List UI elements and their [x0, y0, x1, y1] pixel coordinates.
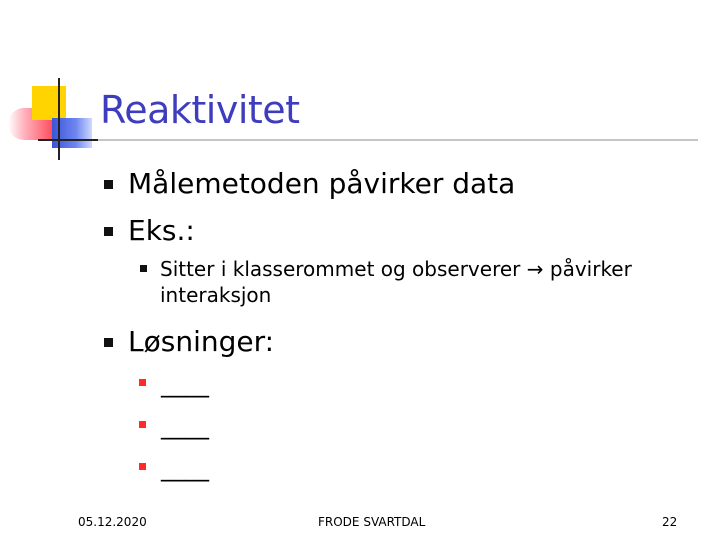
- logo-horizontal-line: [38, 139, 98, 141]
- bullet-marker: [104, 227, 113, 236]
- blank-line: ____: [161, 454, 209, 482]
- logo-vertical-line: [58, 78, 60, 160]
- sub-bullet-text-part2: påvirker interaksjon: [160, 257, 632, 307]
- bullet-text: Eks.:: [128, 214, 195, 247]
- sub-bullet-text: [160, 256, 680, 308]
- sub-bullet-text-part1: Sitter i klasserommet og observerer: [160, 257, 521, 281]
- red-bullet-marker: [139, 463, 146, 470]
- sub-bullet-marker: [140, 265, 147, 272]
- red-bullet-marker: [139, 421, 146, 428]
- title-underline: [98, 139, 698, 141]
- bullet-marker: [104, 338, 113, 347]
- blank-line: ____: [161, 370, 209, 398]
- bullet-text: Løsninger:: [128, 325, 275, 358]
- bullet-text: Målemetoden påvirker data: [128, 167, 516, 200]
- bullet-marker: [104, 180, 113, 189]
- blank-line: ____: [161, 412, 209, 440]
- footer-author: FRODE SVARTDAL: [318, 515, 426, 529]
- arrow-icon: →: [526, 257, 544, 281]
- red-bullet-marker: [139, 379, 146, 386]
- footer-date: 05.12.2020: [78, 515, 147, 529]
- logo-yellow-square: [32, 86, 66, 120]
- footer-page-number: 22: [662, 515, 678, 529]
- slide-title: Reaktivitet: [100, 88, 300, 132]
